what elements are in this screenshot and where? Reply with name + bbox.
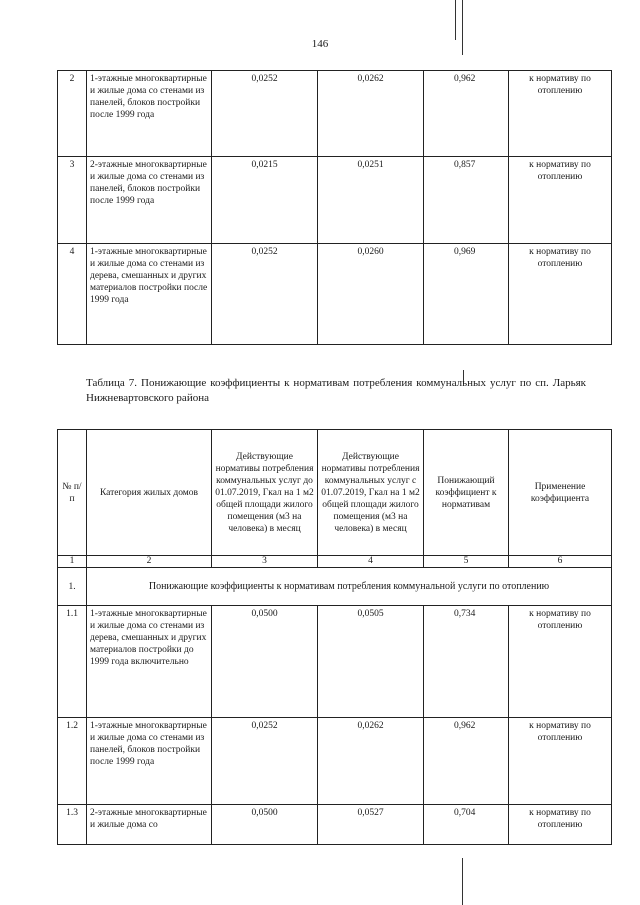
row-number: 1.1 (58, 606, 87, 718)
category-cell: 1-этажные многоквартирные и жилые дома со стенами из дерева, смешанных и других материалов постройки после 1999 года (87, 244, 212, 345)
norm-after-cell: 0,0262 (318, 718, 424, 805)
coefficient-cell: 0,969 (424, 244, 509, 345)
table-row (58, 805, 612, 845)
norm-after-cell: 0,0527 (318, 805, 424, 845)
norm-after-cell: 0,0251 (318, 157, 424, 244)
table-row (58, 157, 612, 244)
coefficient-cell: 0,734 (424, 606, 509, 718)
header-coefficient: Понижающий коэффициент к нормативам (424, 430, 509, 556)
scan-artifact (455, 0, 456, 40)
column-number: 6 (509, 556, 612, 568)
application-cell: к нормативу по отоплению (509, 718, 612, 805)
category-cell: 1-этажные многоквартирные и жилые дома со стенами из панелей, блоков постройки после 1999 года (87, 718, 212, 805)
table-row (58, 71, 612, 157)
row-number: 4 (58, 244, 87, 345)
norm-before-cell: 0,0252 (212, 71, 318, 157)
header-application: Применение коэффициента (509, 430, 612, 556)
table-row (58, 606, 612, 718)
row-number: 3 (58, 157, 87, 244)
norm-before-cell: 0,0252 (212, 718, 318, 805)
header-row (58, 430, 612, 556)
header-num: № п/п (58, 430, 87, 556)
column-number: 3 (212, 556, 318, 568)
table-7 (57, 429, 612, 845)
column-number: 1 (58, 556, 87, 568)
column-number: 4 (318, 556, 424, 568)
category-cell: 2-этажные многоквартирные и жилые дома со (87, 805, 212, 845)
row-number: 1.3 (58, 805, 87, 845)
category-cell: 1-этажные многоквартирные и жилые дома со стенами из дерева, смешанных и других материалов постройки до 1999 года включительно (87, 606, 212, 718)
norm-after-cell: 0,0262 (318, 71, 424, 157)
section-title: Понижающие коэффициенты к нормативам потребления коммунальной услуги по отоплению (87, 568, 612, 606)
application-cell: к нормативу по отоплению (509, 71, 612, 157)
coefficient-cell: 0,857 (424, 157, 509, 244)
header-norm-before: Действующие нормативы потребления коммунальных услуг до 01.07.2019, Гкал на 1 м2 общей площади жилого помещения (м3 на человека) в месяц (212, 430, 318, 556)
coefficient-cell: 0,962 (424, 71, 509, 157)
norm-before-cell: 0,0500 (212, 805, 318, 845)
page-number: 146 (311, 38, 329, 50)
application-cell: к нормативу по отоплению (509, 157, 612, 244)
column-number: 5 (424, 556, 509, 568)
category-cell: 2-этажные многоквартирные и жилые дома со стенами из панелей, блоков постройки после 1999 года (87, 157, 212, 244)
norm-after-cell: 0,0260 (318, 244, 424, 345)
application-cell: к нормативу по отоплению (509, 606, 612, 718)
table-7-caption: Таблица 7. Понижающие коэффициенты к нормативам потребления коммунальных услуг по сп. Ларьяк Нижневартовского района (86, 377, 586, 404)
row-number: 1.2 (58, 718, 87, 805)
scan-artifact (462, 0, 463, 55)
table-row (58, 244, 612, 345)
header-norm-after: Действующие нормативы потребления коммунальных услуг с 01.07.2019, Гкал на 1 м2 общей площади жилого помещения (м3 на человека) в месяц (318, 430, 424, 556)
coefficient-cell: 0,962 (424, 718, 509, 805)
norm-before-cell: 0,0500 (212, 606, 318, 718)
category-cell: 1-этажные многоквартирные и жилые дома со стенами из панелей, блоков постройки после 1999 года (87, 71, 212, 157)
column-number-row (58, 556, 612, 568)
section-number: 1. (58, 568, 87, 606)
header-category: Категория жилых домов (87, 430, 212, 556)
norm-after-cell: 0,0505 (318, 606, 424, 718)
top-table (57, 70, 612, 345)
norm-before-cell: 0,0252 (212, 244, 318, 345)
section-row (58, 568, 612, 606)
coefficient-cell: 0,704 (424, 805, 509, 845)
column-number: 2 (87, 556, 212, 568)
norm-before-cell: 0,0215 (212, 157, 318, 244)
application-cell: к нормативу по отоплению (509, 244, 612, 345)
scan-artifact (462, 858, 463, 905)
row-number: 2 (58, 71, 87, 157)
application-cell: к нормативу по отоплению (509, 805, 612, 845)
table-row (58, 718, 612, 805)
